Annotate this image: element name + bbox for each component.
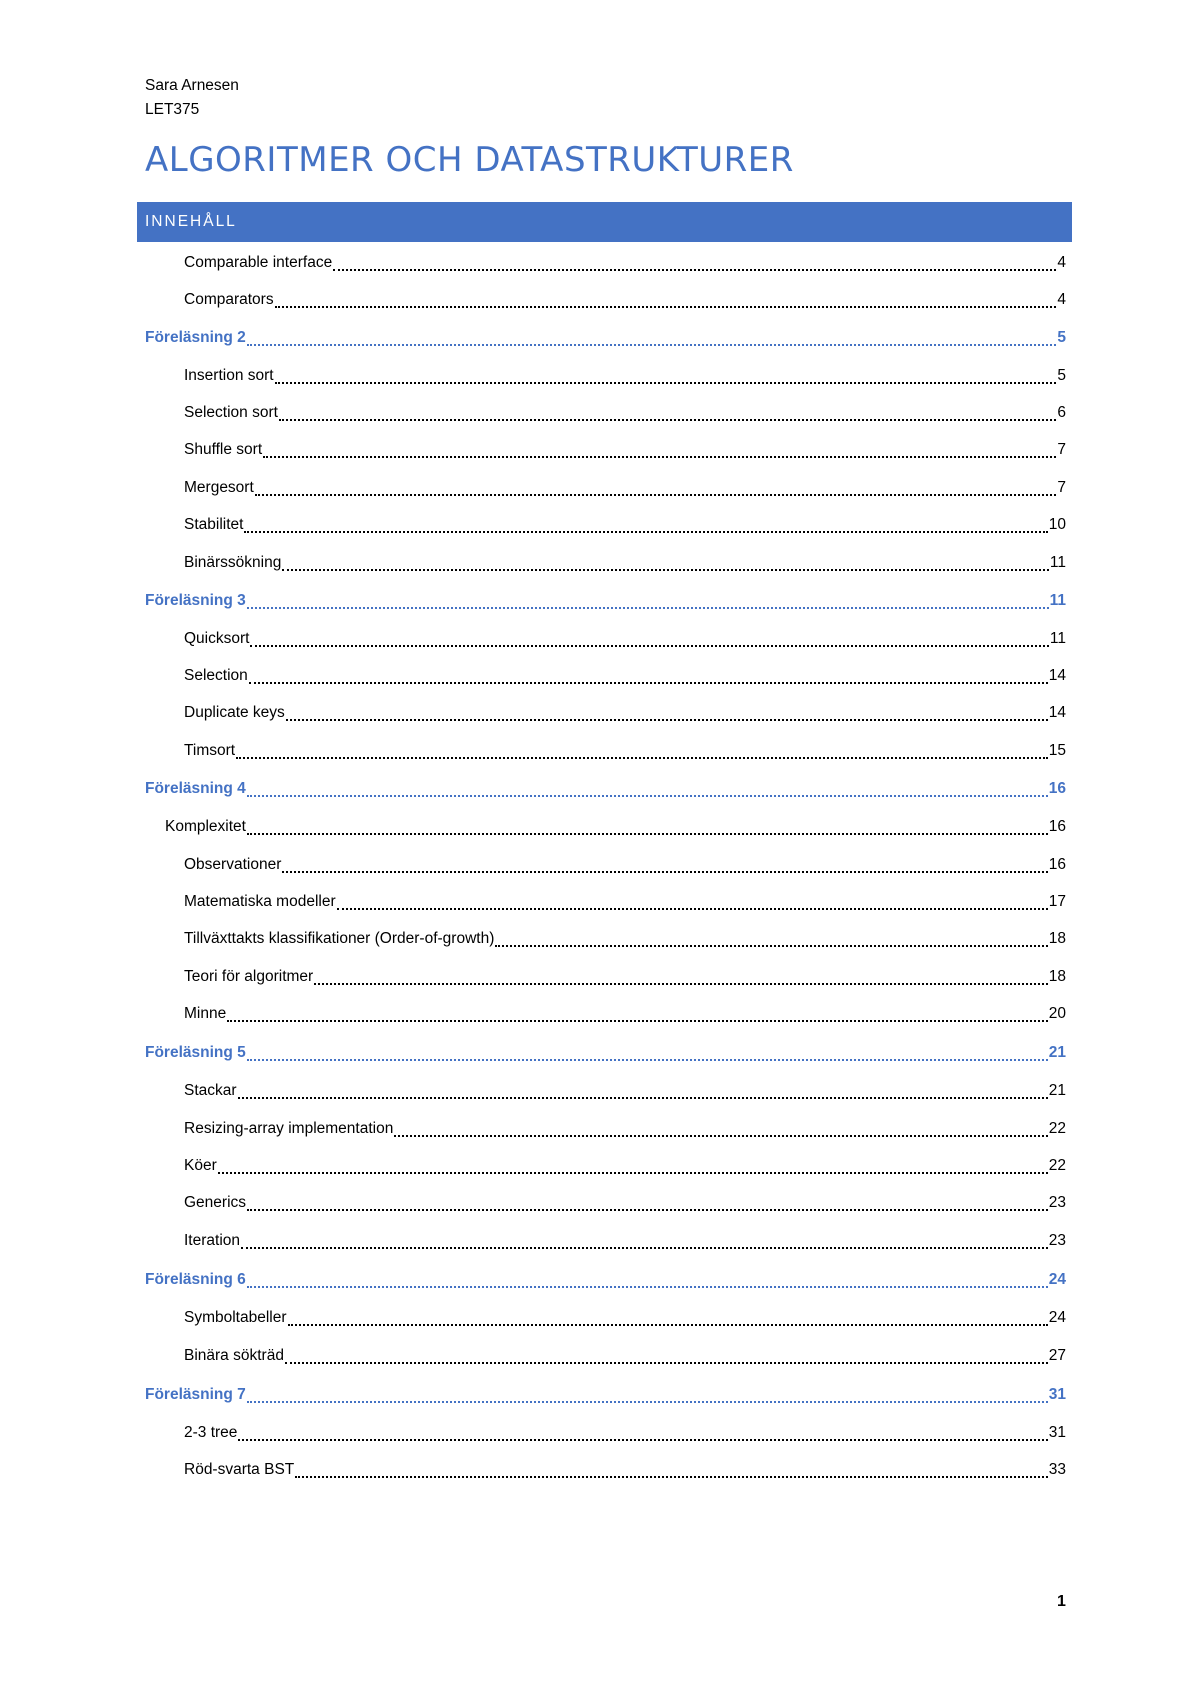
toc-entry-label: Selection	[184, 667, 248, 684]
toc-entry-label: Röd-svarta BST	[184, 1461, 295, 1478]
toc-dot-leader	[288, 1323, 1048, 1326]
toc-section-link[interactable]	[184, 479, 1066, 501]
toc-entry-page: 11	[1049, 592, 1066, 609]
toc-entry-label: Tillväxttakts klassifikationer (Order-of-growth)	[184, 930, 495, 947]
toc-section-link[interactable]	[184, 404, 1066, 426]
toc-entry-label: Observationer	[184, 856, 282, 873]
toc-dot-leader	[286, 718, 1048, 721]
toc-chapter-link[interactable]	[145, 1044, 1066, 1066]
toc-entry-label: Föreläsning 2	[145, 329, 246, 346]
toc-entry-page: 22	[1048, 1157, 1066, 1174]
toc-section-link[interactable]	[184, 1232, 1066, 1254]
toc-section-link[interactable]	[184, 930, 1066, 952]
toc-section-link[interactable]	[184, 1461, 1066, 1483]
toc-dot-leader	[250, 644, 1048, 647]
toc-dot-leader	[282, 870, 1047, 873]
toc-dot-leader	[394, 1134, 1047, 1137]
toc-entry-label: Föreläsning 5	[145, 1044, 246, 1061]
toc-section-link[interactable]	[184, 1082, 1066, 1104]
toc-entry-page: 11	[1049, 630, 1066, 647]
toc-section-link[interactable]	[184, 1347, 1066, 1369]
toc-dot-leader	[236, 756, 1048, 759]
toc-entry-page: 24	[1048, 1309, 1066, 1326]
toc-entry-label: Resizing-array implementation	[184, 1120, 394, 1137]
toc-entry-page: 16	[1048, 856, 1066, 873]
toc-entry-page: 21	[1048, 1082, 1066, 1099]
toc-entry-label: 2-3 tree	[184, 1424, 238, 1441]
toc-entry-label: Stabilitet	[184, 516, 244, 533]
toc-entry-page: 18	[1048, 930, 1066, 947]
toc-chapter-link[interactable]	[145, 329, 1066, 351]
toc-dot-leader	[227, 1019, 1048, 1022]
toc-entry-page: 7	[1057, 441, 1066, 458]
toc-dot-leader	[263, 455, 1056, 458]
toc-section-link[interactable]	[184, 291, 1066, 313]
toc-entry-label: Generics	[184, 1194, 247, 1211]
toc-entry-page: 31	[1048, 1386, 1066, 1403]
toc-section-link[interactable]	[184, 1120, 1066, 1142]
author-name: Sara Arnesen	[145, 77, 239, 94]
toc-section-link[interactable]	[184, 1424, 1066, 1446]
toc-dot-leader	[275, 381, 1057, 384]
toc-dot-leader	[249, 681, 1048, 684]
toc-section-link[interactable]	[184, 1194, 1066, 1216]
toc-entry-label: Föreläsning 4	[145, 780, 246, 797]
toc-section-link[interactable]	[165, 818, 1066, 840]
toc-entry-page: 23	[1048, 1232, 1066, 1249]
toc-section-link[interactable]	[184, 254, 1066, 276]
toc-dot-leader	[275, 305, 1057, 308]
toc-chapter-link[interactable]	[145, 780, 1066, 802]
toc-entry-label: Insertion sort	[184, 367, 274, 384]
toc-dot-leader	[495, 944, 1047, 947]
toc-dot-leader	[295, 1475, 1047, 1478]
toc-entry-page: 18	[1048, 968, 1066, 985]
toc-entry-page: 4	[1057, 291, 1066, 308]
toc-entry-label: Shuffle sort	[184, 441, 263, 458]
toc-entry-page: 11	[1049, 554, 1066, 571]
toc-section-link[interactable]	[184, 856, 1066, 878]
toc-section-link[interactable]	[184, 554, 1066, 576]
toc-entry-label: Duplicate keys	[184, 704, 285, 721]
toc-dot-leader	[247, 1400, 1048, 1403]
toc-section-link[interactable]	[184, 1157, 1066, 1179]
toc-heading: INNEHÅLL	[145, 213, 237, 230]
toc-section-link[interactable]	[184, 968, 1066, 990]
course-code: LET375	[145, 101, 200, 118]
toc-dot-leader	[247, 606, 1049, 609]
toc-dot-leader	[282, 568, 1049, 571]
toc-section-link[interactable]	[184, 704, 1066, 726]
toc-section-link[interactable]	[184, 893, 1066, 915]
toc-entry-page: 16	[1048, 780, 1066, 797]
toc-dot-leader	[247, 1285, 1048, 1288]
toc-entry-label: Föreläsning 7	[145, 1386, 246, 1403]
toc-entry-page: 31	[1048, 1424, 1066, 1441]
toc-dot-leader	[314, 982, 1048, 985]
toc-dot-leader	[333, 268, 1056, 271]
toc-entry-page: 24	[1048, 1271, 1066, 1288]
toc-entry-page: 5	[1057, 329, 1066, 346]
toc-dot-leader	[247, 343, 1057, 346]
toc-entry-page: 14	[1048, 667, 1066, 684]
toc-dot-leader	[247, 794, 1048, 797]
toc-entry-page: 17	[1048, 893, 1066, 910]
toc-section-link[interactable]	[184, 630, 1066, 652]
toc-entry-page: 21	[1048, 1044, 1066, 1061]
toc-dot-leader	[285, 1361, 1048, 1364]
toc-section-link[interactable]	[184, 1005, 1066, 1027]
toc-dot-leader	[218, 1171, 1048, 1174]
toc-dot-leader	[244, 530, 1047, 533]
toc-entry-label: Timsort	[184, 742, 236, 759]
toc-chapter-link[interactable]	[145, 592, 1066, 614]
toc-entry-page: 6	[1057, 404, 1066, 421]
toc-entry-label: Föreläsning 6	[145, 1271, 246, 1288]
toc-entry-page: 27	[1048, 1347, 1066, 1364]
toc-entry-label: Mergesort	[184, 479, 254, 496]
toc-entry-label: Matematiska modeller	[184, 893, 336, 910]
toc-entry-label: Symboltabeller	[184, 1309, 287, 1326]
toc-section-link[interactable]	[184, 1309, 1066, 1331]
document-title: ALGORITMER OCH DATASTRUKTURER	[145, 140, 794, 180]
page-number: 1	[1057, 1593, 1066, 1610]
toc-entry-label: Minne	[184, 1005, 227, 1022]
toc-entry-page: 5	[1057, 367, 1066, 384]
toc-dot-leader	[255, 493, 1057, 496]
toc-section-link[interactable]	[184, 367, 1066, 389]
toc-entry-page: 20	[1048, 1005, 1066, 1022]
toc-entry-page: 14	[1048, 704, 1066, 721]
toc-entry-label: Teori för algoritmer	[184, 968, 314, 985]
toc-entry-page: 4	[1057, 254, 1066, 271]
toc-entry-page: 10	[1048, 516, 1066, 533]
toc-entry-page: 7	[1057, 479, 1066, 496]
toc-dot-leader	[247, 1058, 1048, 1061]
toc-section-link[interactable]	[184, 667, 1066, 689]
toc-entry-label: Quicksort	[184, 630, 250, 647]
toc-entry-page: 16	[1048, 818, 1066, 835]
toc-entry-page: 22	[1048, 1120, 1066, 1137]
toc-entry-label: Köer	[184, 1157, 217, 1174]
toc-entry-page: 15	[1048, 742, 1066, 759]
toc-dot-leader	[247, 1208, 1048, 1211]
toc-dot-leader	[279, 418, 1056, 421]
toc-section-link[interactable]	[184, 742, 1066, 764]
toc-chapter-link[interactable]	[145, 1271, 1066, 1293]
toc-entry-label: Binära sökträd	[184, 1347, 284, 1364]
toc-entry-label: Stackar	[184, 1082, 237, 1099]
toc-entry-label: Komplexitet	[165, 818, 246, 835]
toc-dot-leader	[337, 907, 1048, 910]
toc-entry-label: Binärssökning	[184, 554, 282, 571]
toc-section-link[interactable]	[184, 516, 1066, 538]
toc-chapter-link[interactable]	[145, 1386, 1066, 1408]
toc-entry-label: Comparable interface	[184, 254, 333, 271]
toc-dot-leader	[247, 832, 1048, 835]
toc-section-link[interactable]	[184, 441, 1066, 463]
toc-dot-leader	[238, 1096, 1048, 1099]
toc-entry-label: Comparators	[184, 291, 274, 308]
toc-entry-page: 23	[1048, 1194, 1066, 1211]
toc-dot-leader	[238, 1438, 1047, 1441]
toc-dot-leader	[241, 1246, 1048, 1249]
toc-entry-label: Iteration	[184, 1232, 241, 1249]
toc-entry-label: Föreläsning 3	[145, 592, 246, 609]
toc-entry-label: Selection sort	[184, 404, 278, 421]
toc-entry-page: 33	[1048, 1461, 1066, 1478]
